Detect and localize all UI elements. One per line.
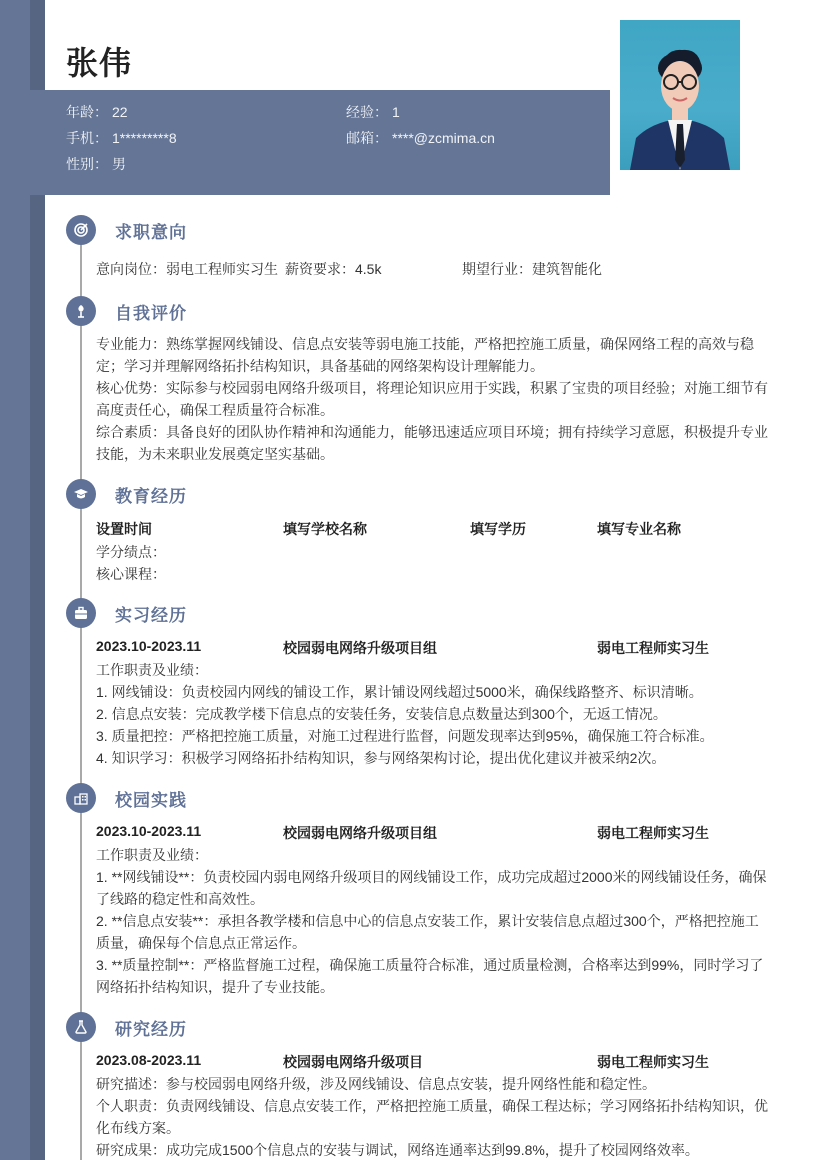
info-experience: 经验： 1: [346, 104, 400, 120]
internship-role: 弱电工程师实习生: [597, 640, 709, 656]
internship-line: 工作职责及业绩：: [96, 662, 208, 678]
campus-line: 工作职责及业绩：: [96, 847, 208, 863]
research-line: 研究成果：成功完成1500个信息点的安装与调试，网络连通率达到99.8%，提升了校园网络效率。: [96, 1142, 699, 1158]
profile-photo: [620, 20, 740, 170]
education-school: 填写学校名称: [283, 521, 367, 537]
intent-industry: 期望行业：建筑智能化: [462, 261, 602, 277]
self-eval-paragraph: 综合素质：具备良好的团队协作精神和沟通能力，能够迅速适应项目环境；拥有持续学习意愿，积极提升专业技能，为未来职业发展奠定坚实基础。: [96, 424, 768, 462]
self-eval-text: [96, 333, 768, 465]
internship-date: 2023.10-2023.11: [96, 638, 202, 654]
research-line: 个人职责：负责网线铺设、信息点安装工作，严格把控施工质量，确保工程达标；学习网络拓扑结构知识，优化布线方案。: [96, 1098, 768, 1136]
info-age: 年龄： 22: [66, 104, 128, 120]
intent-position: 意向岗位：弱电工程师实习生: [96, 261, 278, 277]
graduation-cap-icon: [66, 479, 96, 509]
internship-org: 校园弱电网络升级项目组: [283, 640, 437, 656]
education-major: 填写专业名称: [597, 521, 681, 537]
left-accent-strip: [0, 0, 30, 1160]
section-intent-header: [66, 215, 187, 245]
campus-line: 3. **质量控制**：严格监督施工过程，确保施工质量符合标准，通过质量检测，合格率达到99%，同时学习了网络拓扑结构知识，提升了专业技能。: [96, 957, 764, 995]
education-gpa: 学分绩点：: [96, 544, 166, 560]
research-line: 研究描述：参与校园弱电网络升级，涉及网线铺设、信息点安装，提升网络性能和稳定性。: [96, 1076, 656, 1092]
personal-info-band: [30, 90, 610, 195]
target-icon: [66, 215, 96, 245]
internship-details: [96, 659, 768, 769]
internship-line: 2. 信息点安装：完成教学楼下信息点的安装任务，安装信息点数量达到300个，无返工情况。: [96, 706, 667, 722]
section-self-eval-header: [66, 296, 187, 326]
internship-line: 4. 知识学习：积极学习网络拓扑结构知识，参与网络架构讨论，提出优化建议并被采纳2次。: [96, 750, 666, 766]
section-title: 实习经历: [115, 605, 187, 625]
internship-line: 1. 网线铺设：负责校园内网线的铺设工作，累计铺设网线超过5000米，确保线路整齐、标识清晰。: [96, 684, 703, 700]
research-org: 校园弱电网络升级项目: [283, 1054, 423, 1070]
campus-role: 弱电工程师实习生: [597, 825, 709, 841]
research-role: 弱电工程师实习生: [597, 1054, 709, 1070]
candidate-name: 张伟: [66, 45, 133, 81]
section-title: 求职意向: [115, 222, 187, 242]
self-eval-paragraph: 专业能力：熟练掌握网线铺设、信息点安装等弱电施工技能，严格把控施工质量，确保网络工程的高效与稳定；学习并理解网络拓扑结构知识，具备基础的网络架构设计理解能力。: [96, 336, 754, 374]
buildings-icon: [66, 783, 96, 813]
campus-line: 1. **网线铺设**：负责校园内弱电网络升级项目的网线铺设工作，成功完成超过2000米的网线铺设任务，确保了线路的稳定性和高效性。: [96, 869, 767, 907]
intent-salary: 薪资要求：4.5k: [285, 261, 382, 277]
campus-details: [96, 844, 768, 998]
flower-icon: [66, 296, 96, 326]
education-degree: 填写学历: [470, 521, 526, 537]
research-details: [96, 1073, 768, 1160]
education-courses: 核心课程：: [96, 566, 166, 582]
section-title: 自我评价: [115, 303, 187, 323]
briefcase-icon: [66, 598, 96, 628]
campus-line: 2. **信息点安装**：承担各教学楼和信息中心的信息点安装工作，累计安装信息点超过300个，严格把控施工质量，确保每个信息点正常运作。: [96, 913, 759, 951]
section-campus-header: [66, 783, 187, 813]
section-research-header: [66, 1012, 187, 1042]
campus-date: 2023.10-2023.11: [96, 823, 202, 839]
section-title: 教育经历: [115, 486, 187, 506]
section-internship-header: [66, 598, 187, 628]
section-title: 研究经历: [115, 1019, 187, 1039]
section-title: 校园实践: [115, 790, 187, 810]
self-eval-paragraph: 核心优势：实际参与校园弱电网络升级项目，将理论知识应用于实践，积累了宝贵的项目经验；对施工细节有高度责任心，确保工程质量符合标准。: [96, 380, 768, 418]
campus-org: 校园弱电网络升级项目组: [283, 825, 437, 841]
section-education-header: [66, 479, 187, 509]
info-email: 邮箱： ****@zcmima.cn: [346, 130, 495, 146]
internship-line: 3. 质量把控：严格把控施工质量，对施工过程进行监督，问题发现率达到95%，确保施工符合标准。: [96, 728, 714, 744]
research-date: 2023.08-2023.11: [96, 1052, 202, 1068]
info-gender: 性别： 男: [66, 156, 126, 172]
education-time: 设置时间: [96, 521, 152, 537]
flask-icon: [66, 1012, 96, 1042]
info-phone: 手机： 1*********8: [66, 130, 177, 146]
